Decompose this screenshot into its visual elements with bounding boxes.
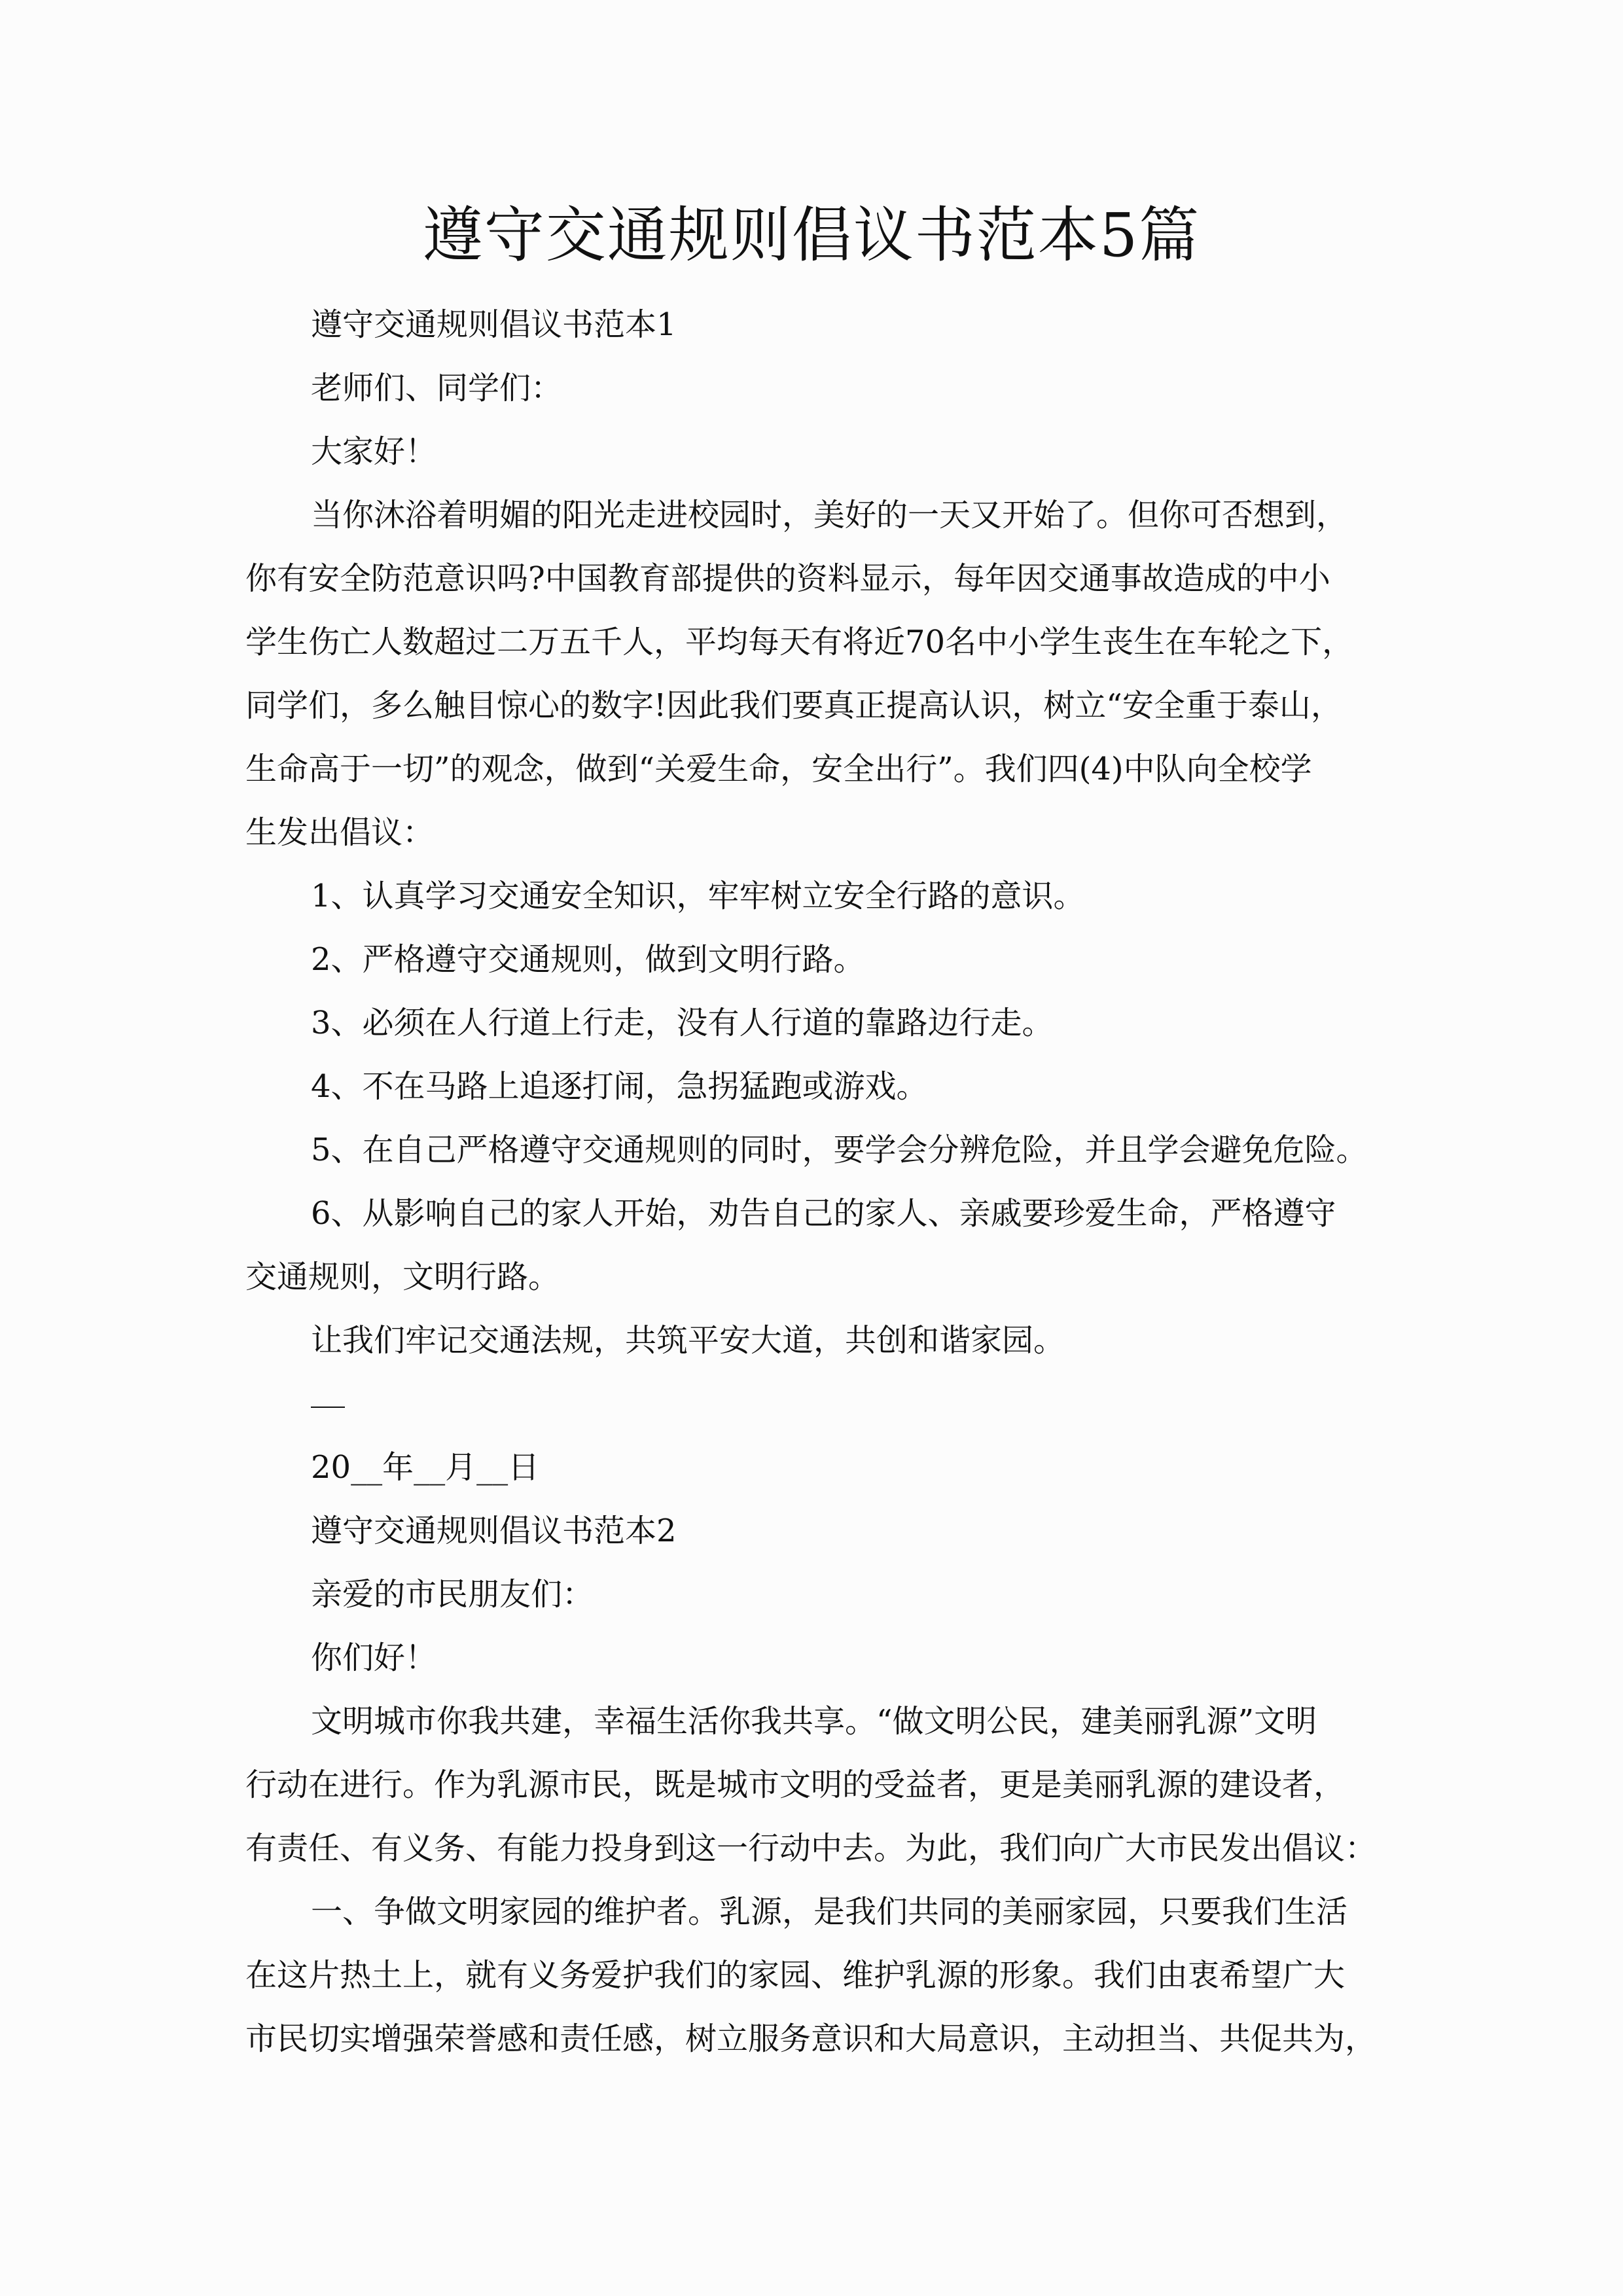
date-line: 20__年__月__日 (311, 1449, 540, 1486)
paragraph-line: 同学们，多么触目惊心的数字!因此我们要真正提高认识，树立“安全重于泰山， (245, 687, 1342, 724)
paragraph-line: 当你沐浴着明媚的阳光走进校园时，美好的一天又开始了。但你可否想到， (311, 497, 1348, 533)
section-heading-2: 遵守交通规则倡议书范本2 (311, 1513, 677, 1549)
list-item: 1、认真学习交通安全知识，牢牢树立安全行路的意识。 (311, 878, 1085, 914)
list-item: 5、在自己严格遵守交通规则的同时，要学会分辨危险，并且学会避免危险。 (311, 1132, 1368, 1168)
paragraph-line: 市民切实增强荣誉感和责任感，树立服务意识和大局意识，主动担当、共促共为， (245, 2020, 1377, 2057)
paragraph-line: 在这片热土上，就有义务爱护我们的家园、维护乳源的形象。我们由衷希望广大 (245, 1957, 1346, 1994)
paragraph-line: 生发出倡议： (245, 814, 435, 851)
list-item-continuation: 交通规则，文明行路。 (245, 1259, 560, 1295)
paragraph-line: 文明城市你我共建，幸福生活你我共享。“做文明公民，建美丽乳源”文明 (311, 1703, 1317, 1740)
closing-line: 让我们牢记交通法规，共筑平安大道，共创和谐家园。 (311, 1322, 1065, 1359)
list-item: 3、必须在人行道上行走，没有人行道的靠路边行走。 (311, 1005, 1054, 1041)
paragraph-line: 你有安全防范意识吗?中国教育部提供的资料显示，每年因交通事故造成的中小 (245, 560, 1330, 597)
document-title: 遵守交通规则倡议书范本5篇 (422, 200, 1201, 270)
section-heading-1: 遵守交通规则倡议书范本1 (311, 306, 677, 343)
paragraph-line: 生命高于一切”的观念，做到“关爱生命，安全出行”。我们四(4)中队向全校学 (245, 751, 1312, 787)
list-item: 4、不在马路上追逐打闹，急拐猛跑或游戏。 (311, 1068, 928, 1105)
paragraph-line: 一、争做文明家园的维护者。乳源，是我们共同的美丽家园，只要我们生活 (311, 1893, 1348, 1930)
paragraph-line: 有责任、有义务、有能力投身到这一行动中去。为此，我们向广大市民发出倡议： (245, 1830, 1377, 1867)
paragraph-line: 行动在进行。作为乳源市民，既是城市文明的受益者，更是美丽乳源的建设者， (245, 1767, 1346, 1803)
paragraph-line: 学生伤亡人数超过二万五千人，平均每天有将近70名中小学生丧生在车轮之下， (245, 624, 1354, 660)
dash-rule (311, 1407, 345, 1408)
salutation: 亲爱的市民朋友们： (311, 1576, 594, 1613)
salutation: 老师们、同学们： (311, 370, 563, 406)
list-item: 6、从影响自己的家人开始，劝告自己的家人、亲戚要珍爱生命，严格遵守 (311, 1195, 1336, 1232)
document-body (245, 293, 1397, 2071)
list-item: 2、严格遵守交通规则，做到文明行路。 (311, 941, 865, 978)
greeting: 大家好！ (311, 433, 437, 470)
greeting: 你们好！ (311, 1640, 437, 1676)
signature-dash (245, 1372, 1397, 1436)
